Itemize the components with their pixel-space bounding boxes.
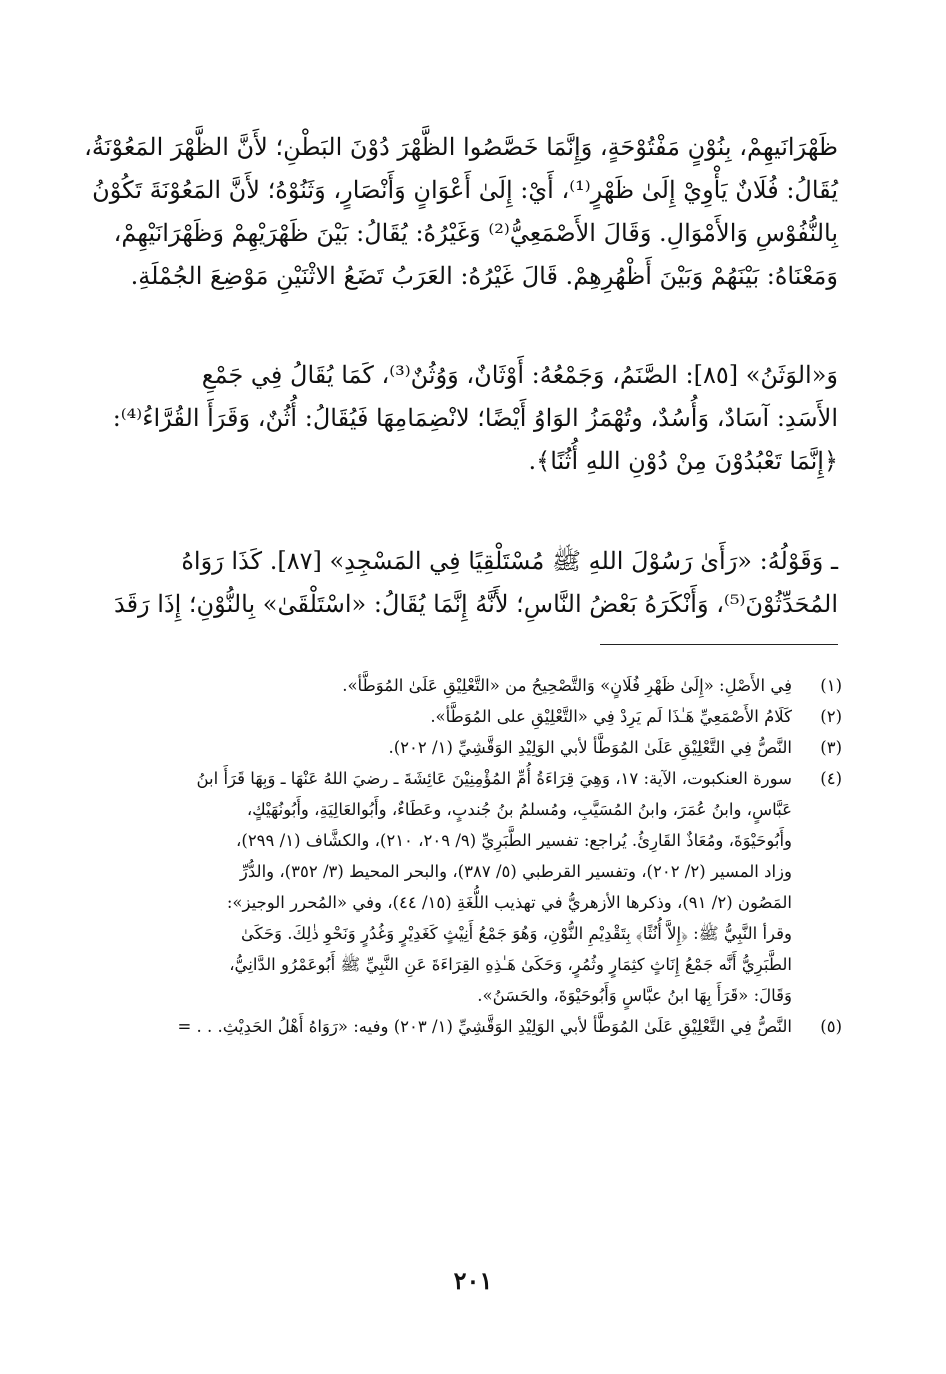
footnote-line: وَقَالَ: «قَرَأَ بِهَا ابنُ عبَّاسٍ وَأَبُوحَيْوَةَ، والحَسَنُ».	[477, 986, 792, 1005]
footnote-number: (٢)	[820, 707, 842, 726]
footnotes	[112, 670, 842, 1042]
footnote-line: المَصُون (٢/ ٩١)، وذكرها الأزهريُّ في تهذيب اللُّغَةِ (١٥/ ٤٤)، وفي «المُحرر الوجيز»:	[226, 893, 792, 912]
footnote-2	[112, 701, 842, 732]
paragraph-mustalqiyan	[113, 540, 838, 626]
footnote-3	[112, 732, 842, 763]
footnote-line: وزاد المسير (٢/ ٢٠٢)، وتفسير القرطبي (٥/ ٣٨٧)، والبحر المحيط (٣/ ٣٥٢)، والدُّرِّ	[239, 862, 792, 881]
paragraph-dhahr	[84, 126, 838, 298]
paragraph-line: وَ«الوَثَنُ» [٨٥]: الصَّنَمُ، وَجَمْعُهُ: أَوْثَانٌ، وَوُثُنٌ⁽³⁾، كَمَا يُقَالُ فِي جَمْعِ	[201, 361, 838, 389]
paragraph-line: ـ وَقَوْلُهُ: «رَأَىٰ رَسُوْلَ اللهِ ﷺ مُسْتَلْقِيًا فِي المَسْجِدِ» [٨٧]. كَذَا رَوَاهُ	[181, 547, 838, 575]
footnote-line: الطَّبَرِيُّ أَنَّه جَمْعُ إِنَاثٍ كثِمَارٍ وثُمُرٍ، وَحَكَىٰ هَـٰذِهِ القِرَاءَةَ عَنِ النَّبِيِّ ﷺ أَبُوعَمْرُو الدَّانِيُّ،	[229, 955, 792, 974]
footnote-line: سورة العنكبوت، الآية: ١٧، وَهِيَ قِرَاءَةُ أُمِّ المُؤْمِنِيْنَ عَائِشَةَ ـ رضيَ اللهُ عَنْهَا ـ وَبِهَا قَرَأَ ابنُ	[196, 769, 792, 788]
paragraph-line: وَمَعْنَاهُ: بَيْنَهُمْ وَبَيْنَ أَظْهُرِهِمْ. قَالَ غَيْرُهُ: العَرَبُ تَضَعُ الاثْنَيْنِ مَوْضِعَ الجُمْلَةِ.	[130, 262, 838, 290]
paragraph-line: يُقَالُ: فُلَانٌ يَأْوِيْ إِلَىٰ ظَهْرٍ⁽¹⁾، أَيْ: إِلَىٰ أَعْوَانٍ وَأَنْصَارٍ، وَثَنُوْهُ؛ لأَنَّ المَعُوْنَةَ تَكُوْنُ	[92, 176, 838, 204]
footnote-line: كَلَامُ الأَصْمَعِيِّ هَـٰذَا لَم يَرِدْ فِي «التَّعْلِيْقِ على المُوَطَّأ».	[430, 707, 792, 726]
footnote-line: عَبَّاسٍ، وابنُ عُمَرَ، وابنُ المُسَيَّبِ، ومُسلمُ بنُ جُندبٍ، وعَطَاءٌ، وأَبُوالعَالِيَةِ، وأَبُونُهَيْكٍ،	[246, 800, 792, 819]
page-number: ٢٠١	[453, 1266, 493, 1295]
paragraph-line: الأَسَدِ: آسَادٌ، وَأُسُدٌ، وتُهْمَزُ الوَاوُ أَيْضًا؛ لانْضِمَامِهَا فَيُقَالُ: أُثُنٌ، وَقَرَأَ القُرَّاءُ⁽⁴⁾:	[112, 404, 838, 432]
footnote-line: النَّصُّ فِي التَّعْلِيْقِ عَلَىٰ المُوَطَّأ لأبي الوَلِيْدِ الوَقَّشِيِّ (١/ ٢٠٢).	[388, 738, 792, 757]
footnote-separator	[600, 644, 838, 645]
paragraph-line: ظَهْرَانَيهِمْ، بِنُوْنٍ مَفْتُوْحَةٍ، وَإِنَّمَا خَصَّصُوا الظَّهْرَ دُوْنَ البَطْنِ؛ لأَنَّ الظَّهْرَ المَعُوْنَةُ،	[84, 133, 838, 161]
footnote-number: (٣)	[820, 738, 842, 757]
footnote-4	[112, 763, 842, 1011]
footnote-line: فِي الأَصْلِ: «إِلَىٰ ظَهْرِ فُلَانٍ» وَالتَّصْحِيحُ من «التَّعْلِيْقِ عَلَىٰ المُوَطَّأ».	[342, 676, 792, 695]
footnote-number: (١)	[820, 676, 842, 695]
paragraph-line: المُحَدِّثُوْنَ⁽⁵⁾، وَأَنْكَرَهُ بَعْضُ النَّاسِ؛ لأَنَّهُ إِنَّمَا يُقَالُ: «اسْتَلْقَىٰ» بِالنُّوْنِ؛ إِذَا رَقَدَ	[113, 590, 838, 618]
footnote-1	[112, 670, 842, 701]
footnote-line: وأَبُوحَيْوَةَ، ومُعَاذٌ القَارِئُ. يُراجع: تفسير الطَّبَرِيِّ (٩/ ٢٠٩، ٢١٠)، والكشَّاف (١/ ٢٩٩)،	[236, 831, 792, 850]
paragraph-line: بِالنُّفُوْسِ وَالأَمْوَالِ. وَقَالَ الأَصْمَعِيُّ⁽²⁾ وَغَيْرُهُ: يُقَالُ: بَيْنَ ظَهْرَيْهِمْ وَظَهْرَانَيْهِمْ،	[113, 219, 838, 247]
footnote-line: وقرأ النَّبِيُّ ﷺ: ﴿إِلاَّ أُنُثًا﴾ بِتَقْدِيْمِ النُّوْنِ، وَهُوَ جَمْعُ أَنِيْثٍ كَغَدِيْرٍ وَغُدُرٍ وَنَحْوِ ذٰلِكَ. وَحَكَىٰ	[240, 924, 792, 943]
footnote-5	[112, 1011, 842, 1042]
footnote-number: (٤)	[820, 769, 842, 788]
footnote-number: (٥)	[820, 1017, 842, 1036]
footnote-line: النَّصُّ فِي التَّعْلِيْقِ عَلَىٰ المُوَطَّأ لأبي الوَلِيْدِ الوَقَّشِيِّ (١/ ٢٠٣) وفيه: «رَوَاهُ أَهْلُ الحَدِيْثِ. . . =	[177, 1017, 792, 1036]
paragraph-line: ﴿إِنَّمَا تَعْبُدُوْنَ مِنْ دُوْنِ اللهِ أُثُنًا﴾.	[528, 447, 838, 475]
paragraph-wathan	[112, 354, 838, 483]
